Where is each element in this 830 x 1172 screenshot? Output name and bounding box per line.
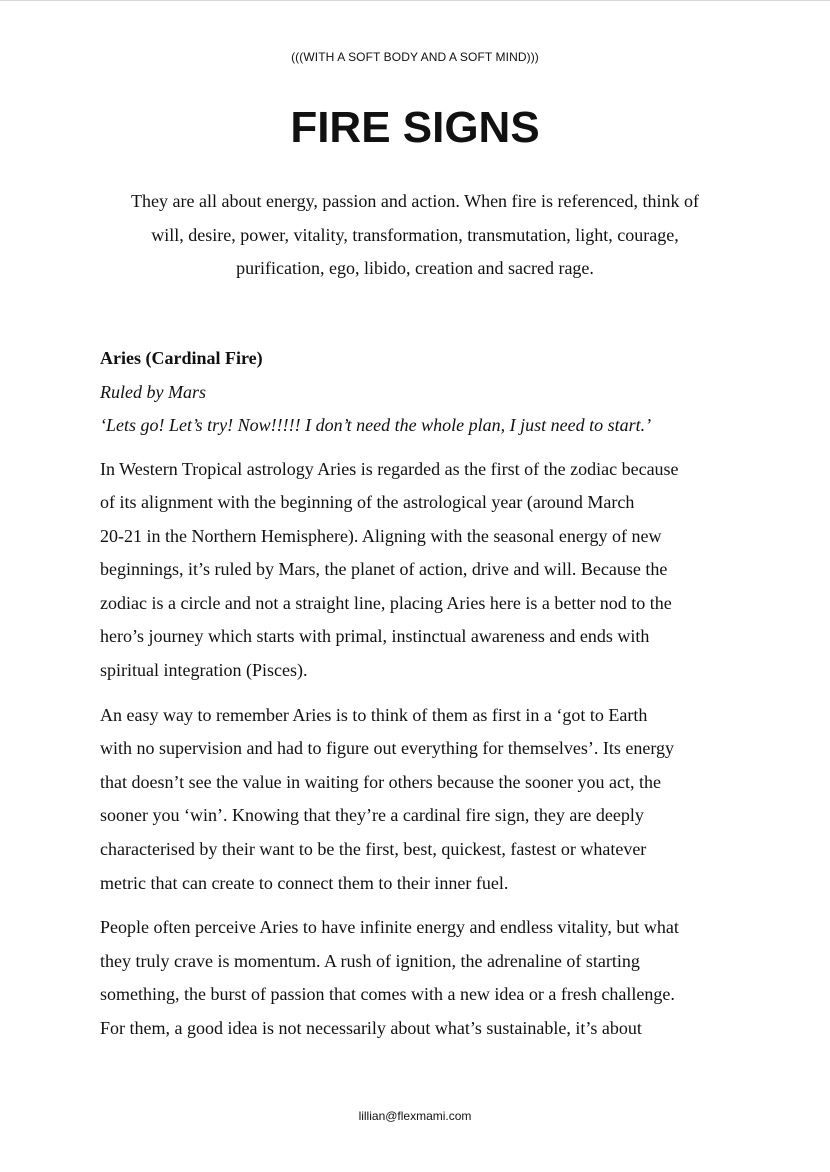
paragraph-line: something, the burst of passion that comes with a new idea or a fresh challenge.: [100, 984, 675, 1005]
page-title: FIRE SIGNS: [290, 103, 540, 152]
paragraph-line: An easy way to remember Aries is to think of them as first in a ‘got to Earth: [100, 704, 648, 725]
paragraph-line: sooner you ‘win’. Knowing that they’re a cardinal fire sign, they are deeply: [100, 805, 644, 826]
paragraph-line: spiritual integration (Pisces).: [100, 660, 308, 681]
paragraph-line: zodiac is a circle and not a straight line, placing Aries here is a better nod to the: [100, 592, 672, 613]
paragraph-line: they truly crave is momentum. A rush of ignition, the adrenaline of starting: [100, 950, 640, 971]
paragraph-line: In Western Tropical astrology Aries is regarded as the first of the zodiac because: [100, 458, 679, 479]
section-heading: Aries (Cardinal Fire): [100, 348, 263, 368]
intro-line: will, desire, power, vitality, transformation, transmutation, light, courage,: [151, 224, 679, 245]
paragraph-line: metric that can create to connect them to their inner fuel.: [100, 872, 509, 893]
section-quote: ‘Lets go! Let’s try! Now!!!!! I don’t need the whole plan, I just need to start.’: [100, 415, 652, 435]
body-paragraph-3: [100, 911, 740, 1045]
paragraph-line: of its alignment with the beginning of the astrological year (around March: [100, 492, 635, 513]
paragraph-line: beginnings, it’s ruled by Mars, the planet of action, drive and will. Because the: [100, 559, 668, 580]
paragraph-line: People often perceive Aries to have infinite energy and endless vitality, but what: [100, 917, 679, 938]
paragraph-line: hero’s journey which starts with primal, instinctual awareness and ends with: [100, 626, 650, 647]
footer-email: lillian@flexmami.com: [358, 1109, 472, 1123]
paragraph-line: that doesn’t see the value in waiting for others because the sooner you act, the: [100, 771, 661, 792]
page-top-rule: [0, 0, 830, 1]
intro-line: purification, ego, libido, creation and sacred rage.: [236, 258, 594, 278]
intro-paragraph: [100, 185, 730, 286]
aries-section: [100, 342, 740, 1057]
paragraph-line: with no supervision and had to figure out everything for themselves’. Its energy: [100, 738, 675, 759]
section-ruler: Ruled by Mars: [100, 381, 206, 402]
body-paragraph-1: [100, 453, 740, 688]
intro-line: They are all about energy, passion and action. When fire is referenced, think of: [131, 191, 699, 211]
paragraph-line: characterised by their want to be the first, best, quickest, fastest or whatever: [100, 839, 647, 860]
paragraph-line: For them, a good idea is not necessarily about what’s sustainable, it’s about: [100, 1018, 642, 1038]
header-tagline: (((WITH A SOFT BODY AND A SOFT MIND))): [291, 50, 539, 64]
paragraph-line: 20-21 in the Northern Hemisphere). Aligning with the seasonal energy of new: [100, 525, 662, 546]
body-paragraph-2: [100, 699, 740, 901]
